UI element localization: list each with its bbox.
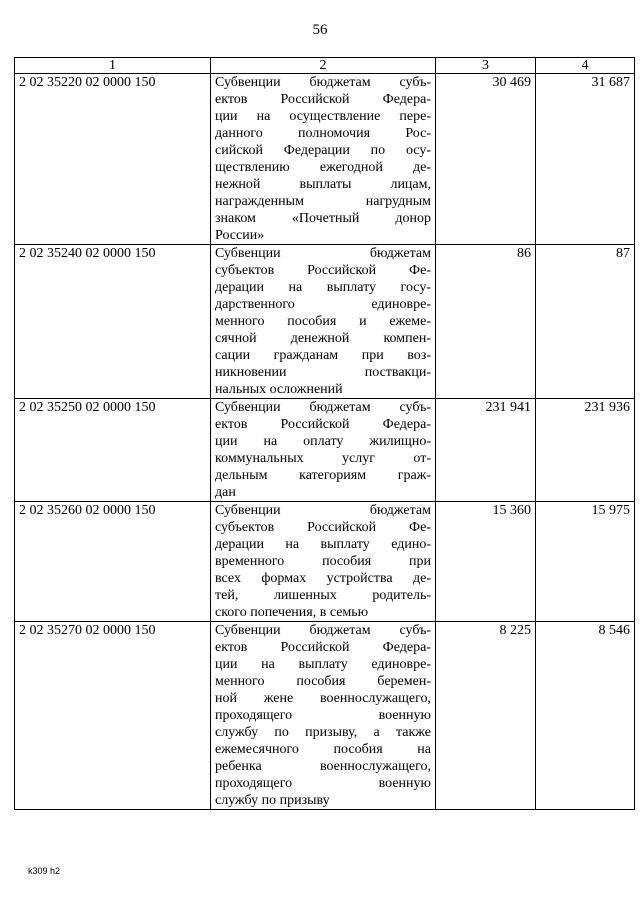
column-header-1: 1 bbox=[15, 58, 211, 74]
description-cell bbox=[211, 399, 436, 502]
description-line: субъектов Российской Фе- bbox=[215, 520, 431, 535]
budget-code-cell: 2 02 35250 02 0000 150 bbox=[15, 399, 211, 502]
description-line: ной жене военнослужащего, bbox=[215, 691, 431, 706]
amount-column-3-cell: 8 225 bbox=[436, 622, 536, 810]
amount-column-4-cell: 15 975 bbox=[536, 502, 635, 622]
description-line: ектов Российской Федера- bbox=[215, 417, 431, 432]
budget-code-cell: 2 02 35220 02 0000 150 bbox=[15, 74, 211, 245]
description-line: дан bbox=[215, 485, 236, 500]
description-line: России» bbox=[215, 228, 265, 243]
amount-column-3-cell: 30 469 bbox=[436, 74, 536, 245]
table-row bbox=[15, 74, 635, 245]
description-cell bbox=[211, 245, 436, 399]
description-line: Субвенции бюджетам субъ- bbox=[215, 623, 431, 638]
description-line: дерации на выплату госу- bbox=[215, 280, 431, 295]
column-header-4: 4 bbox=[536, 58, 635, 74]
budget-code-cell: 2 02 35270 02 0000 150 bbox=[15, 622, 211, 810]
description-line: ребенка военнослужащего, bbox=[215, 759, 431, 774]
amount-column-4-cell: 231 936 bbox=[536, 399, 635, 502]
description-line: проходящего военную bbox=[215, 776, 431, 791]
description-line: тей, лишенных родитель- bbox=[215, 588, 431, 603]
column-header-2: 2 bbox=[211, 58, 436, 74]
amount-column-4-cell: 8 546 bbox=[536, 622, 635, 810]
description-line: дерации на выплату едино- bbox=[215, 537, 431, 552]
table-row bbox=[15, 622, 635, 810]
description-line: службу по призыву bbox=[215, 793, 330, 808]
footer-document-code: k309 h2 bbox=[28, 866, 61, 876]
description-line: ции на оплату жилищно- bbox=[215, 434, 431, 449]
table-row bbox=[15, 399, 635, 502]
description-line: проходящего военную bbox=[215, 708, 431, 723]
description-line: знаком «Почетный донор bbox=[215, 211, 431, 226]
table-row bbox=[15, 245, 635, 399]
description-line: сации гражданам при воз- bbox=[215, 348, 431, 363]
description-line: ектов Российской Федера- bbox=[215, 92, 431, 107]
description-line: нежной выплаты лицам, bbox=[215, 177, 431, 192]
description-line: коммунальных услуг от- bbox=[215, 451, 431, 466]
description-line: менного пособия и ежеме- bbox=[215, 314, 431, 329]
description-line: дарственного единовре- bbox=[215, 297, 431, 312]
description-line: менного пособия беремен- bbox=[215, 674, 431, 689]
description-line: никновении поствакци- bbox=[215, 365, 431, 380]
table-header-row bbox=[15, 58, 635, 74]
description-line: награжденным нагрудным bbox=[215, 194, 431, 209]
description-cell bbox=[211, 74, 436, 245]
budget-code-cell: 2 02 35240 02 0000 150 bbox=[15, 245, 211, 399]
page-number: 56 bbox=[312, 22, 328, 38]
description-line: Субвенции бюджетам субъ- bbox=[215, 75, 431, 90]
description-line: дельным категориям граж- bbox=[215, 468, 431, 483]
description-line: всех формах устройства де- bbox=[215, 571, 431, 586]
table-row bbox=[15, 502, 635, 622]
description-line: ции на осуществление пере- bbox=[215, 109, 431, 124]
description-line: ществлению ежегодной де- bbox=[215, 160, 431, 175]
description-line: сийской Федерации по осу- bbox=[215, 143, 431, 158]
description-line: ежемесячного пособия на bbox=[215, 742, 431, 757]
description-line: службу по призыву, а также bbox=[215, 725, 431, 740]
amount-column-4-cell: 87 bbox=[536, 245, 635, 399]
description-line: ции на выплату единовре- bbox=[215, 657, 431, 672]
description-line: Субвенции бюджетам субъ- bbox=[215, 400, 431, 415]
description-line: данного полномочия Рос- bbox=[215, 126, 431, 141]
budget-code-cell: 2 02 35260 02 0000 150 bbox=[15, 502, 211, 622]
description-line: субъектов Российской Фе- bbox=[215, 263, 431, 278]
amount-column-4-cell: 31 687 bbox=[536, 74, 635, 245]
description-line: сячной денежной компен- bbox=[215, 331, 431, 346]
amount-column-3-cell: 86 bbox=[436, 245, 536, 399]
description-cell bbox=[211, 622, 436, 810]
description-line: ектов Российской Федера- bbox=[215, 640, 431, 655]
amount-column-3-cell: 231 941 bbox=[436, 399, 536, 502]
description-line: Субвенции бюджетам bbox=[215, 503, 431, 518]
description-line: ского попечения, в семью bbox=[215, 605, 369, 620]
amount-column-3-cell: 15 360 bbox=[436, 502, 536, 622]
description-cell bbox=[211, 502, 436, 622]
column-header-3: 3 bbox=[436, 58, 536, 74]
description-line: нальных осложнений bbox=[215, 382, 343, 397]
description-line: временного пособия при bbox=[215, 554, 431, 569]
description-line: Субвенции бюджетам bbox=[215, 246, 431, 261]
budget-table bbox=[14, 57, 635, 810]
